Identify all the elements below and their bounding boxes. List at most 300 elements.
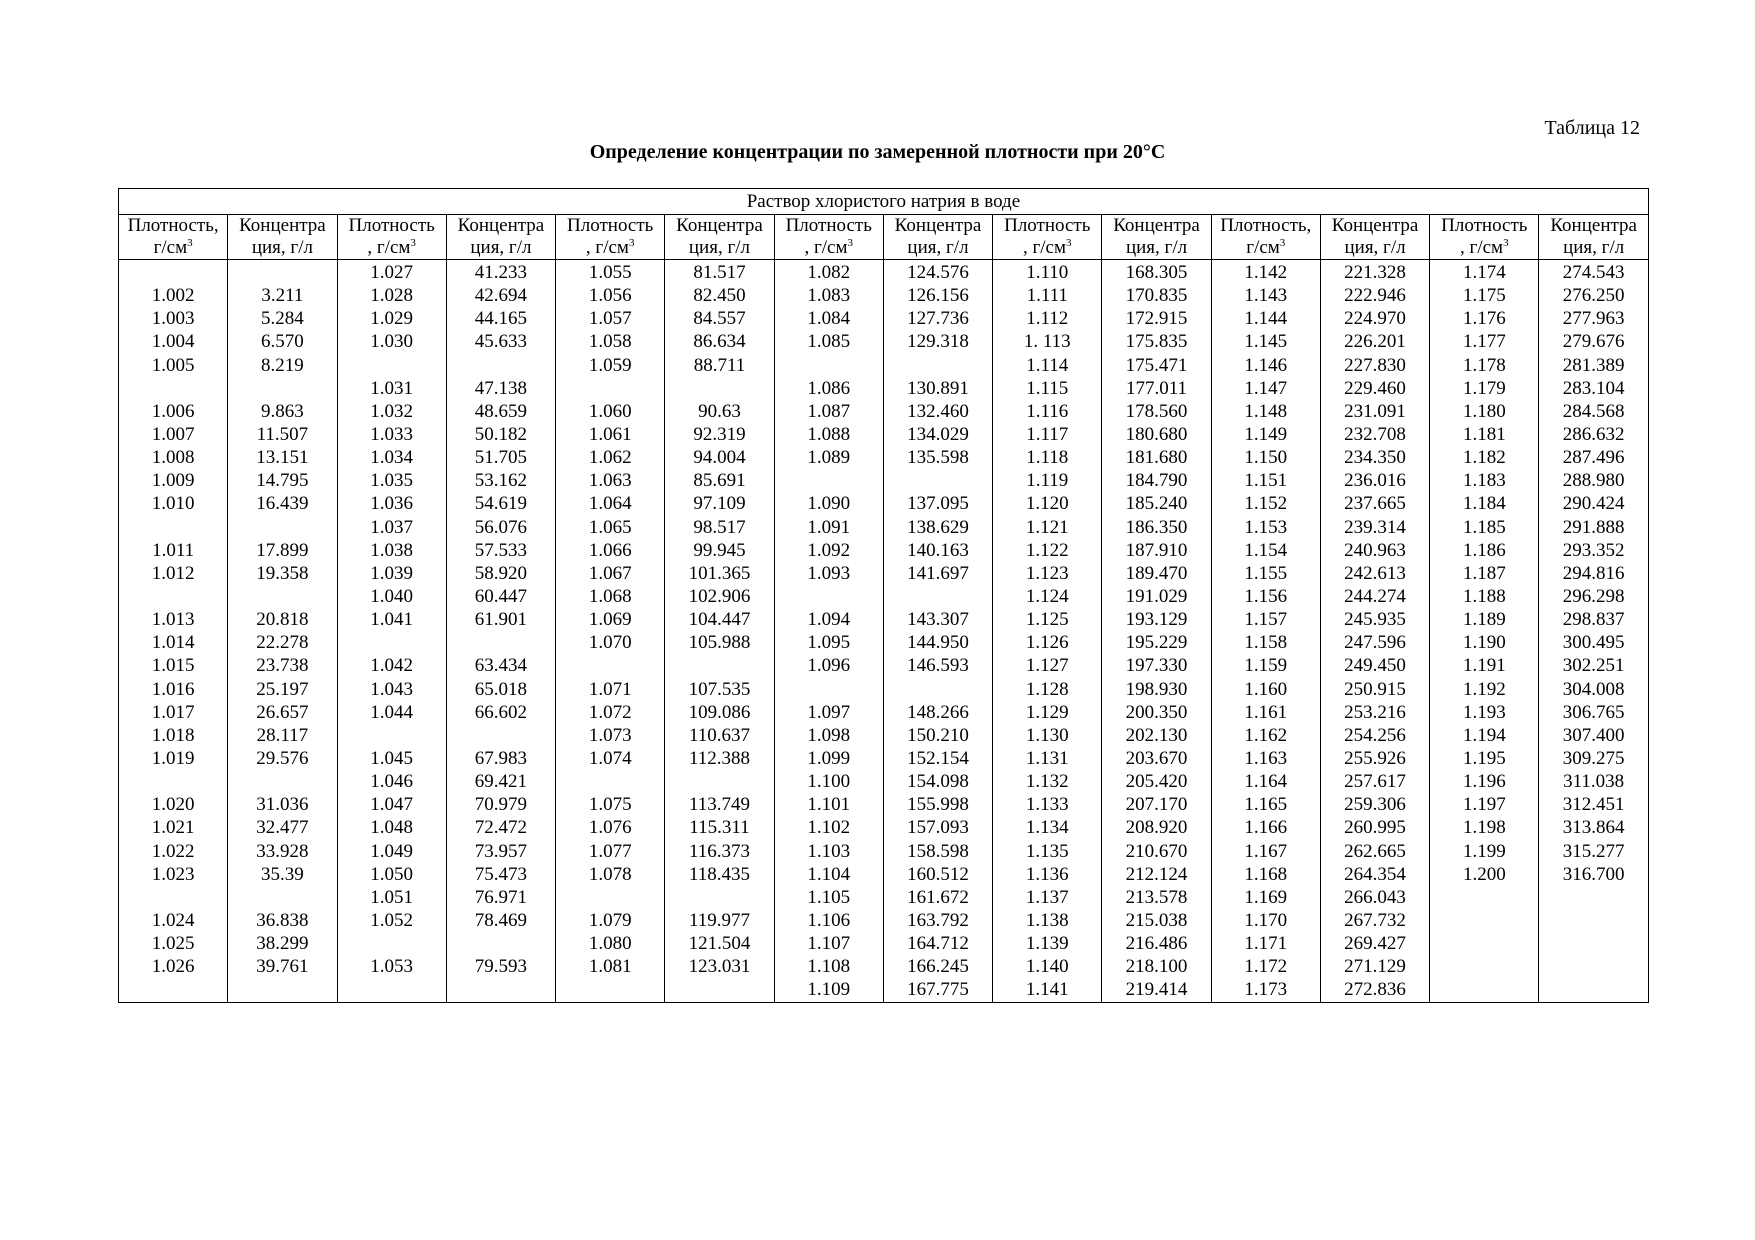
concentration-cell: 86.634	[665, 330, 774, 353]
density-cell: 1.095	[774, 631, 883, 654]
table-row	[119, 631, 1649, 654]
header-line-2	[119, 237, 227, 259]
table-row	[119, 909, 1649, 932]
density-cell: 1.024	[119, 909, 228, 932]
concentration-cell: 307.400	[1539, 724, 1648, 747]
concentration-cell: 215.038	[1102, 909, 1211, 932]
density-cell: 1.032	[337, 400, 446, 423]
concentration-column-header	[665, 215, 774, 260]
concentration-cell	[883, 678, 992, 701]
concentration-cell: 16.439	[228, 492, 337, 515]
density-cell: 1.097	[774, 701, 883, 724]
concentration-cell: 81.517	[665, 260, 774, 285]
table-row	[119, 654, 1649, 677]
density-cell	[774, 678, 883, 701]
density-cell: 1.075	[556, 793, 665, 816]
density-cell: 1.013	[119, 608, 228, 631]
concentration-cell: 38.299	[228, 932, 337, 955]
density-cell: 1.184	[1430, 492, 1539, 515]
concentration-cell: 88.711	[665, 354, 774, 377]
concentration-cell: 170.835	[1102, 284, 1211, 307]
density-cell: 1.067	[556, 562, 665, 585]
density-cell: 1.155	[1211, 562, 1320, 585]
density-cell: 1.071	[556, 678, 665, 701]
concentration-cell: 311.038	[1539, 770, 1648, 793]
concentration-cell: 113.749	[665, 793, 774, 816]
header-unit: ция, г/л	[1125, 237, 1188, 258]
density-cell	[337, 354, 446, 377]
concentration-cell: 276.250	[1539, 284, 1648, 307]
concentration-cell: 107.535	[665, 678, 774, 701]
concentration-cell: 288.980	[1539, 469, 1648, 492]
density-cell: 1.123	[993, 562, 1102, 585]
concentration-cell: 26.657	[228, 701, 337, 724]
density-cell: 1.091	[774, 516, 883, 539]
density-cell	[556, 377, 665, 400]
density-cell: 1.002	[119, 284, 228, 307]
concentration-cell: 109.086	[665, 701, 774, 724]
density-cell: 1.076	[556, 816, 665, 839]
concentration-cell: 60.447	[446, 585, 555, 608]
concentration-cell: 316.700	[1539, 863, 1648, 886]
table-row	[119, 770, 1649, 793]
density-cell: 1.165	[1211, 793, 1320, 816]
density-cell: 1.145	[1211, 330, 1320, 353]
concentration-cell: 31.036	[228, 793, 337, 816]
density-cell: 1.106	[774, 909, 883, 932]
concentration-cell: 203.670	[1102, 747, 1211, 770]
density-cell: 1.035	[337, 469, 446, 492]
concentration-cell	[665, 978, 774, 1002]
density-cell: 1.197	[1430, 793, 1539, 816]
density-cell: 1.041	[337, 608, 446, 631]
concentration-cell: 51.705	[446, 446, 555, 469]
table-row	[119, 377, 1649, 400]
concentration-cell: 48.659	[446, 400, 555, 423]
density-cell: 1.078	[556, 863, 665, 886]
density-cell: 1.056	[556, 284, 665, 307]
density-cell	[556, 654, 665, 677]
density-concentration-table	[118, 188, 1649, 1003]
table-row	[119, 400, 1649, 423]
density-cell	[1430, 978, 1539, 1002]
concentration-cell: 312.451	[1539, 793, 1648, 816]
density-cell: 1.099	[774, 747, 883, 770]
concentration-cell: 186.350	[1102, 516, 1211, 539]
density-cell	[119, 770, 228, 793]
concentration-cell	[883, 354, 992, 377]
density-cell: 1.186	[1430, 539, 1539, 562]
density-cell: 1.062	[556, 446, 665, 469]
density-cell: 1.070	[556, 631, 665, 654]
density-cell: 1.136	[993, 863, 1102, 886]
concentration-cell: 3.211	[228, 284, 337, 307]
density-cell: 1.110	[993, 260, 1102, 285]
density-cell: 1.142	[1211, 260, 1320, 285]
concentration-cell: 207.170	[1102, 793, 1211, 816]
concentration-cell: 227.830	[1320, 354, 1429, 377]
density-cell: 1.111	[993, 284, 1102, 307]
header-unit: ция, г/л	[907, 237, 969, 258]
concentration-cell: 11.507	[228, 423, 337, 446]
concentration-cell: 132.460	[883, 400, 992, 423]
concentration-cell	[665, 886, 774, 909]
header-line-2	[338, 237, 446, 259]
concentration-cell: 104.447	[665, 608, 774, 631]
density-cell: 1.150	[1211, 446, 1320, 469]
concentration-cell	[1539, 978, 1648, 1002]
concentration-cell: 25.197	[228, 678, 337, 701]
concentration-cell: 141.697	[883, 562, 992, 585]
concentration-cell: 315.277	[1539, 840, 1648, 863]
concentration-cell: 20.818	[228, 608, 337, 631]
header-unit: , г/см	[585, 237, 629, 258]
density-cell: 1.135	[993, 840, 1102, 863]
density-cell: 1.199	[1430, 840, 1539, 863]
header-line-1: Плотность	[1441, 215, 1528, 236]
concentration-cell: 189.470	[1102, 562, 1211, 585]
density-column-header	[774, 215, 883, 260]
density-cell: 1.179	[1430, 377, 1539, 400]
concentration-cell: 164.712	[883, 932, 992, 955]
density-cell: 1.194	[1430, 724, 1539, 747]
concentration-cell: 216.486	[1102, 932, 1211, 955]
density-cell: 1.189	[1430, 608, 1539, 631]
concentration-cell: 187.910	[1102, 539, 1211, 562]
header-unit: ция, г/л	[1563, 237, 1625, 258]
density-cell: 1.168	[1211, 863, 1320, 886]
density-cell	[337, 932, 446, 955]
header-line-2	[775, 237, 883, 259]
density-cell: 1.176	[1430, 307, 1539, 330]
density-cell: 1.140	[993, 955, 1102, 978]
concentration-cell: 240.963	[1320, 539, 1429, 562]
concentration-cell: 253.216	[1320, 701, 1429, 724]
concentration-cell: 135.598	[883, 446, 992, 469]
density-cell: 1.003	[119, 307, 228, 330]
table-row	[119, 863, 1649, 886]
density-column-header	[1430, 215, 1539, 260]
density-cell: 1.028	[337, 284, 446, 307]
concentration-cell: 272.836	[1320, 978, 1429, 1002]
concentration-cell: 267.732	[1320, 909, 1429, 932]
concentration-cell: 57.533	[446, 539, 555, 562]
concentration-cell: 224.970	[1320, 307, 1429, 330]
density-cell: 1.158	[1211, 631, 1320, 654]
density-cell: 1.190	[1430, 631, 1539, 654]
concentration-cell	[228, 585, 337, 608]
density-cell: 1.130	[993, 724, 1102, 747]
table-number: Таблица 12	[1544, 117, 1640, 139]
density-cell: 1.200	[1430, 863, 1539, 886]
density-cell: 1.018	[119, 724, 228, 747]
density-cell: 1.100	[774, 770, 883, 793]
density-cell: 1.098	[774, 724, 883, 747]
concentration-cell: 56.076	[446, 516, 555, 539]
concentration-cell: 205.420	[1102, 770, 1211, 793]
density-cell: 1.020	[119, 793, 228, 816]
concentration-cell: 134.029	[883, 423, 992, 446]
concentration-cell	[1539, 886, 1648, 909]
density-cell: 1.198	[1430, 816, 1539, 839]
density-cell	[774, 469, 883, 492]
density-cell: 1.017	[119, 701, 228, 724]
concentration-cell: 218.100	[1102, 955, 1211, 978]
density-cell: 1.126	[993, 631, 1102, 654]
table-row	[119, 701, 1649, 724]
density-cell: 1.096	[774, 654, 883, 677]
density-cell: 1.195	[1430, 747, 1539, 770]
concentration-cell: 178.560	[1102, 400, 1211, 423]
concentration-cell: 294.816	[1539, 562, 1648, 585]
concentration-cell: 254.256	[1320, 724, 1429, 747]
concentration-cell: 157.093	[883, 816, 992, 839]
table-row	[119, 492, 1649, 515]
density-cell	[556, 978, 665, 1002]
header-unit: , г/см	[1460, 237, 1504, 258]
density-cell: 1.012	[119, 562, 228, 585]
density-cell: 1.060	[556, 400, 665, 423]
density-cell: 1.055	[556, 260, 665, 285]
concentration-cell: 140.163	[883, 539, 992, 562]
density-cell	[774, 354, 883, 377]
density-column-header	[1211, 215, 1320, 260]
density-cell: 1.114	[993, 354, 1102, 377]
concentration-cell: 78.469	[446, 909, 555, 932]
concentration-cell: 287.496	[1539, 446, 1648, 469]
density-cell: 1.162	[1211, 724, 1320, 747]
density-cell: 1.050	[337, 863, 446, 886]
header-unit: ция, г/л	[688, 237, 751, 258]
concentration-cell: 236.016	[1320, 469, 1429, 492]
header-unit: , г/см	[367, 237, 411, 258]
header-unit-superscript: 3	[847, 237, 853, 249]
density-cell: 1.133	[993, 793, 1102, 816]
density-cell: 1.016	[119, 678, 228, 701]
density-cell: 1.131	[993, 747, 1102, 770]
concentration-cell	[1539, 955, 1648, 978]
header-unit: ция, г/л	[251, 237, 313, 258]
density-cell: 1.089	[774, 446, 883, 469]
density-cell: 1.036	[337, 492, 446, 515]
concentration-cell: 138.629	[883, 516, 992, 539]
concentration-cell: 158.598	[883, 840, 992, 863]
header-unit-superscript: 3	[628, 237, 635, 249]
density-cell: 1.039	[337, 562, 446, 585]
header-line-2	[1539, 237, 1647, 259]
table-row	[119, 955, 1649, 978]
concentration-cell: 175.471	[1102, 354, 1211, 377]
header-line-1: Концентра	[676, 215, 763, 236]
density-cell	[1430, 909, 1539, 932]
concentration-cell: 36.838	[228, 909, 337, 932]
density-cell: 1.088	[774, 423, 883, 446]
density-cell: 1.043	[337, 678, 446, 701]
density-cell: 1.180	[1430, 400, 1539, 423]
density-cell: 1.048	[337, 816, 446, 839]
concentration-cell: 61.901	[446, 608, 555, 631]
concentration-cell: 237.665	[1320, 492, 1429, 515]
density-cell: 1.108	[774, 955, 883, 978]
concentration-cell: 29.576	[228, 747, 337, 770]
density-cell	[337, 631, 446, 654]
header-line-2	[884, 237, 992, 259]
concentration-cell: 119.977	[665, 909, 774, 932]
concentration-cell: 231.091	[1320, 400, 1429, 423]
table-row	[119, 724, 1649, 747]
concentration-cell: 8.219	[228, 354, 337, 377]
header-line-2	[1102, 237, 1210, 259]
concentration-cell: 229.460	[1320, 377, 1429, 400]
concentration-cell	[883, 585, 992, 608]
density-cell: 1.144	[1211, 307, 1320, 330]
density-cell: 1.109	[774, 978, 883, 1002]
density-cell	[119, 260, 228, 285]
density-cell	[119, 516, 228, 539]
density-cell: 1.171	[1211, 932, 1320, 955]
density-cell: 1.193	[1430, 701, 1539, 724]
concentration-cell: 148.266	[883, 701, 992, 724]
concentration-cell: 63.434	[446, 654, 555, 677]
density-column-header	[119, 215, 228, 260]
concentration-cell: 70.979	[446, 793, 555, 816]
density-cell: 1.134	[993, 816, 1102, 839]
density-cell: 1.090	[774, 492, 883, 515]
header-line-2	[447, 237, 555, 259]
concentration-cell: 163.792	[883, 909, 992, 932]
density-cell: 1.169	[1211, 886, 1320, 909]
concentration-cell: 150.210	[883, 724, 992, 747]
header-line-2	[1430, 237, 1538, 259]
concentration-cell: 17.899	[228, 539, 337, 562]
density-cell: 1.045	[337, 747, 446, 770]
density-cell: 1.030	[337, 330, 446, 353]
concentration-cell	[1539, 909, 1648, 932]
concentration-cell: 14.795	[228, 469, 337, 492]
concentration-cell: 234.350	[1320, 446, 1429, 469]
concentration-cell: 298.837	[1539, 608, 1648, 631]
density-cell: 1.064	[556, 492, 665, 515]
concentration-cell: 161.672	[883, 886, 992, 909]
header-line-1: Плотность	[348, 215, 435, 236]
table-row	[119, 307, 1649, 330]
header-line-1: Плотность,	[1220, 215, 1312, 236]
density-cell: 1.161	[1211, 701, 1320, 724]
concentration-cell: 39.761	[228, 955, 337, 978]
concentration-cell: 65.018	[446, 678, 555, 701]
concentration-cell: 259.306	[1320, 793, 1429, 816]
concentration-column-header	[883, 215, 992, 260]
header-unit: , г/см	[804, 237, 848, 258]
concentration-cell: 191.029	[1102, 585, 1211, 608]
concentration-cell: 69.421	[446, 770, 555, 793]
density-cell: 1.066	[556, 539, 665, 562]
concentration-cell: 291.888	[1539, 516, 1648, 539]
header-line-2	[556, 237, 664, 259]
concentration-cell: 195.229	[1102, 631, 1211, 654]
header-line-2	[993, 237, 1101, 259]
concentration-cell: 175.835	[1102, 330, 1211, 353]
density-cell: 1.121	[993, 516, 1102, 539]
density-column-header	[337, 215, 446, 260]
header-unit-superscript: 3	[1279, 237, 1286, 249]
header-unit-superscript: 3	[1066, 237, 1072, 249]
concentration-cell: 155.998	[883, 793, 992, 816]
density-cell: 1.166	[1211, 816, 1320, 839]
concentration-cell: 33.928	[228, 840, 337, 863]
concentration-cell: 200.350	[1102, 701, 1211, 724]
concentration-cell: 210.670	[1102, 840, 1211, 863]
density-cell: 1.188	[1430, 585, 1539, 608]
header-line-1: Концентра	[1331, 215, 1419, 236]
concentration-cell: 143.307	[883, 608, 992, 631]
density-cell: 1.015	[119, 654, 228, 677]
concentration-cell: 23.738	[228, 654, 337, 677]
density-cell: 1.107	[774, 932, 883, 955]
density-cell	[556, 886, 665, 909]
density-cell: 1.139	[993, 932, 1102, 955]
concentration-cell: 9.863	[228, 400, 337, 423]
table-body	[119, 260, 1649, 1003]
concentration-cell: 54.619	[446, 492, 555, 515]
concentration-cell: 304.008	[1539, 678, 1648, 701]
concentration-cell: 264.354	[1320, 863, 1429, 886]
density-cell: 1.143	[1211, 284, 1320, 307]
density-cell: 1.007	[119, 423, 228, 446]
density-cell	[1430, 955, 1539, 978]
density-cell	[119, 978, 228, 1002]
concentration-cell: 296.298	[1539, 585, 1648, 608]
density-cell: 1.072	[556, 701, 665, 724]
density-cell: 1.147	[1211, 377, 1320, 400]
column-header-row	[119, 215, 1649, 260]
document-title: Определение концентрации по замеренной плотности при 20°С	[589, 141, 1166, 163]
density-cell: 1.034	[337, 446, 446, 469]
density-cell: 1.083	[774, 284, 883, 307]
table-row	[119, 747, 1649, 770]
density-column-header	[993, 215, 1102, 260]
table-row	[119, 469, 1649, 492]
concentration-cell: 184.790	[1102, 469, 1211, 492]
concentration-cell: 75.473	[446, 863, 555, 886]
density-cell: 1.137	[993, 886, 1102, 909]
density-cell: 1.082	[774, 260, 883, 285]
header-line-1: Концентра	[1113, 215, 1200, 236]
density-cell: 1.154	[1211, 539, 1320, 562]
density-cell: 1.042	[337, 654, 446, 677]
concentration-column-header	[228, 215, 337, 260]
concentration-cell: 123.031	[665, 955, 774, 978]
concentration-cell: 98.517	[665, 516, 774, 539]
concentration-cell: 126.156	[883, 284, 992, 307]
table-row	[119, 446, 1649, 469]
density-cell: 1.061	[556, 423, 665, 446]
table-row	[119, 354, 1649, 377]
concentration-cell	[228, 770, 337, 793]
density-cell: 1.149	[1211, 423, 1320, 446]
concentration-cell: 97.109	[665, 492, 774, 515]
concentration-cell: 28.117	[228, 724, 337, 747]
concentration-cell	[228, 516, 337, 539]
table-row	[119, 516, 1649, 539]
density-cell: 1.033	[337, 423, 446, 446]
concentration-cell: 177.011	[1102, 377, 1211, 400]
concentration-cell	[446, 978, 555, 1002]
density-cell: 1.101	[774, 793, 883, 816]
concentration-cell: 266.043	[1320, 886, 1429, 909]
table-row	[119, 330, 1649, 353]
concentration-cell: 185.240	[1102, 492, 1211, 515]
